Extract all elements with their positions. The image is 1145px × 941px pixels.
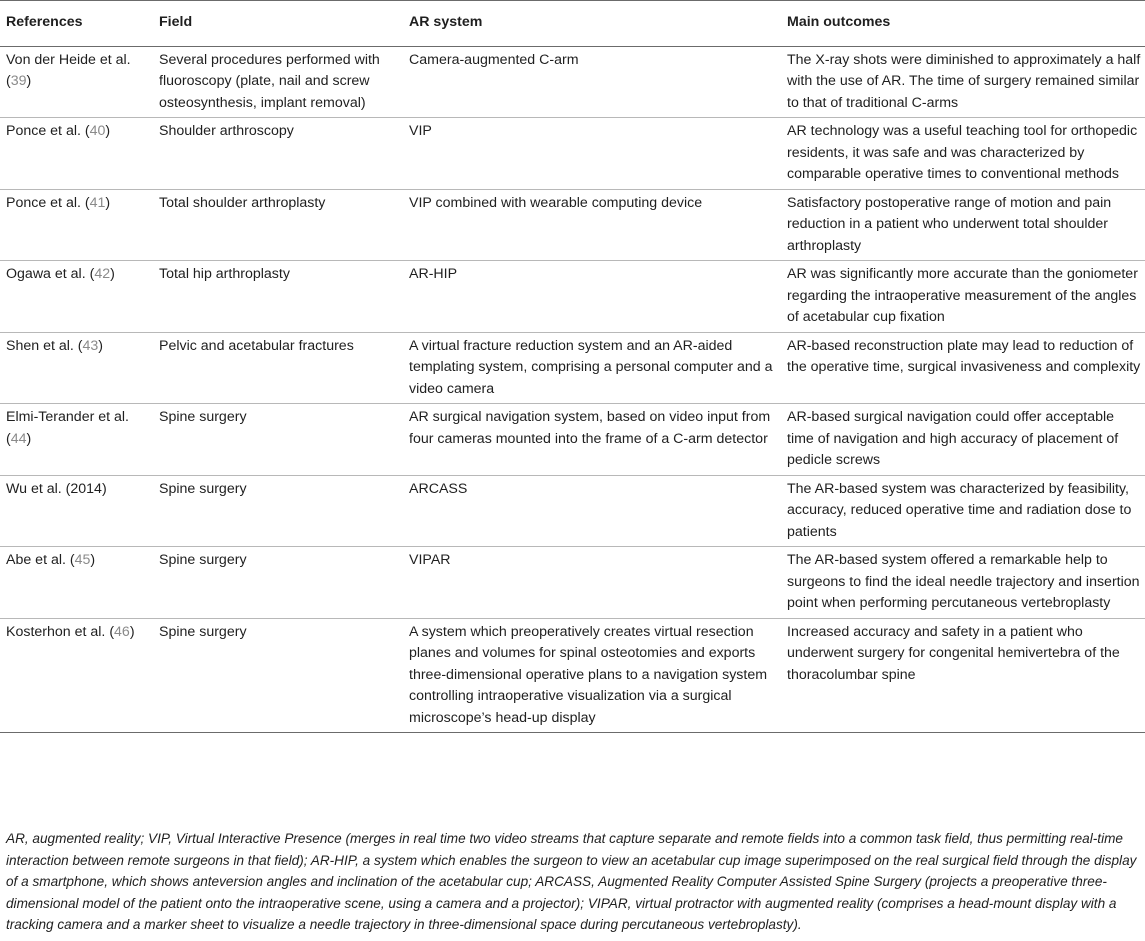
cell-field: Spine surgery [159,480,247,497]
table-body [0,46,1145,733]
table-row [0,261,1145,333]
cell-outcome: AR was significantly more accurate than the goniometer regarding the intraoperative measurement of the angles of acetabular cup fixation [787,266,1138,325]
cell-field: Several procedures performed with fluoroscopy (plate, nail and screw osteosynthesis, implant removal) [159,51,380,111]
cell-reference [0,46,153,118]
cell-ar-system: VIPAR [409,552,451,568]
header-field: Field [159,14,193,30]
ref-suffix: ) [26,430,32,447]
ref-suffix: ) [129,623,135,640]
table-row [0,618,1145,733]
cell-outcome: The X-ray shots were diminished to approximately a half with the use of AR. The time of surgery remained similar to that of traditional C-arms [787,51,1141,111]
cell-reference [0,332,153,404]
header-main-outcomes: Main outcomes [787,14,891,30]
ref-text: Elmi-Terander et al. ( [6,409,130,447]
cell-ar-system: VIP combined with wearable computing device [409,194,703,211]
cell-field: Total shoulder arthroplasty [159,194,326,211]
header-row [0,1,1145,47]
cell-field: Pelvic and acetabular fractures [159,337,354,354]
cell-outcome: Increased accuracy and safety in a patient who underwent surgery for congenital hemivertebra of the thoracolumbar spine [787,623,1120,683]
cell-field: Spine surgery [159,552,247,568]
header-references: References [6,14,83,30]
cell-reference [0,618,153,733]
cell-ar-system: AR-HIP [409,266,458,282]
ref-text: Kosterhon et al. ( [6,623,115,640]
cell-outcome: The AR-based system offered a remarkable help to surgeons to find the ideal needle trajectory and insertion point when performing percutaneous vertebroplasty [787,552,1140,611]
table-row [0,475,1145,547]
cell-reference [0,475,153,547]
ref-suffix: ) [110,266,115,282]
citation-link[interactable]: 39 [10,73,27,89]
cell-reference [0,118,153,190]
cell-outcome: The AR-based system was characterized by feasibility, accuracy, reduced operative time and radiation dose to patients [787,480,1132,540]
cell-field: Total hip arthroplasty [159,266,290,282]
citation-link[interactable]: 46 [114,623,130,640]
cell-outcome: AR-based reconstruction plate may lead to reduction of the operative time, surgical invasiveness and complexity [787,337,1141,375]
citation-link[interactable]: 44 [10,430,27,447]
table-row [0,46,1145,118]
table-footnote: AR, augmented reality; VIP, Virtual Interactive Presence (merges in real time two video streams that capture separate and remote fields into a common task field, thus permitting real-time interaction between remote surgeons in that field); AR-HIP, a system which enables the surgeon to view an acetabular cup image superimposed on the real surgical field through the display of a smartphone, which shows anteversion angles and inclination of the acetabular cup; ARCASS, Augmented Reality Computer Assisted Spine Surgery (projects a preoperative three-dimensional model of the patient onto the intraoperative scene, using a camera and a projector); VIPAR, virtual protractor with augmented reality (comprises a head-mount display with a tracking camera and a marker sheet to visualize a needle trajectory in three-dimensional space during percutaneous vertebroplasty). [6,831,1137,932]
ref-suffix: ) [98,337,104,354]
citation-link[interactable]: 41 [89,194,106,211]
citation-link[interactable]: 40 [89,123,106,139]
ref-text: Abe et al. ( [6,552,75,568]
cell-ar-system: AR surgical navigation system, based on video input from four cameras mounted into the frame of a C-arm detector [409,409,771,447]
cell-outcome: AR technology was a useful teaching tool for orthopedic residents, it was safe and was characterized by comparable operative times to conventional methods [787,123,1138,182]
citation-link[interactable]: 43 [82,337,99,354]
ref-suffix: ) [105,194,111,211]
cell-reference [0,189,153,261]
cell-outcome: Satisfactory postoperative range of motion and pain reduction in a patient who underwent total shoulder arthroplasty [787,194,1112,254]
header-ar-system: AR system [409,14,483,30]
table-header [0,1,1145,47]
cell-ar-system: Camera-augmented C-arm [409,51,579,68]
citation-link[interactable]: 45 [74,552,91,568]
cell-reference [0,404,153,476]
cell-ar-system: A virtual fracture reduction system and an AR-aided templating system, comprising a personal computer and a video camera [409,337,773,397]
table-row [0,189,1145,261]
table-row [0,332,1145,404]
cell-ar-system: A system which preoperatively creates virtual resection planes and volumes for spinal osteotomies and exports three-dimensional operative plans to a navigation system controlling intraoperative visualization via a surgical microscope’s head-up display [409,623,768,726]
ref-text: Ponce et al. ( [6,123,90,139]
ref-text: Wu et al. (2014) [6,480,107,497]
table-row [0,404,1145,476]
cell-reference [0,547,153,619]
cell-field: Shoulder arthroscopy [159,123,294,139]
ref-suffix: ) [105,123,111,139]
cell-reference [0,261,153,333]
ref-text: Von der Heide et al. ( [6,51,131,89]
cell-ar-system: VIP [409,123,432,139]
ref-suffix: ) [26,73,32,89]
table-row [0,118,1145,190]
cell-field: Spine surgery [159,409,247,425]
citation-link[interactable]: 42 [94,266,111,282]
table-row [0,547,1145,619]
ref-text: Ponce et al. ( [6,194,90,211]
cell-ar-system: ARCASS [409,480,468,497]
ref-text: Shen et al. ( [6,337,83,354]
ref-text: Ogawa et al. ( [6,266,95,282]
cell-field: Spine surgery [159,623,247,640]
ref-suffix: ) [90,552,96,568]
cell-outcome: AR-based surgical navigation could offer acceptable time of navigation and high accuracy of placement of pedicle screws [787,409,1119,468]
